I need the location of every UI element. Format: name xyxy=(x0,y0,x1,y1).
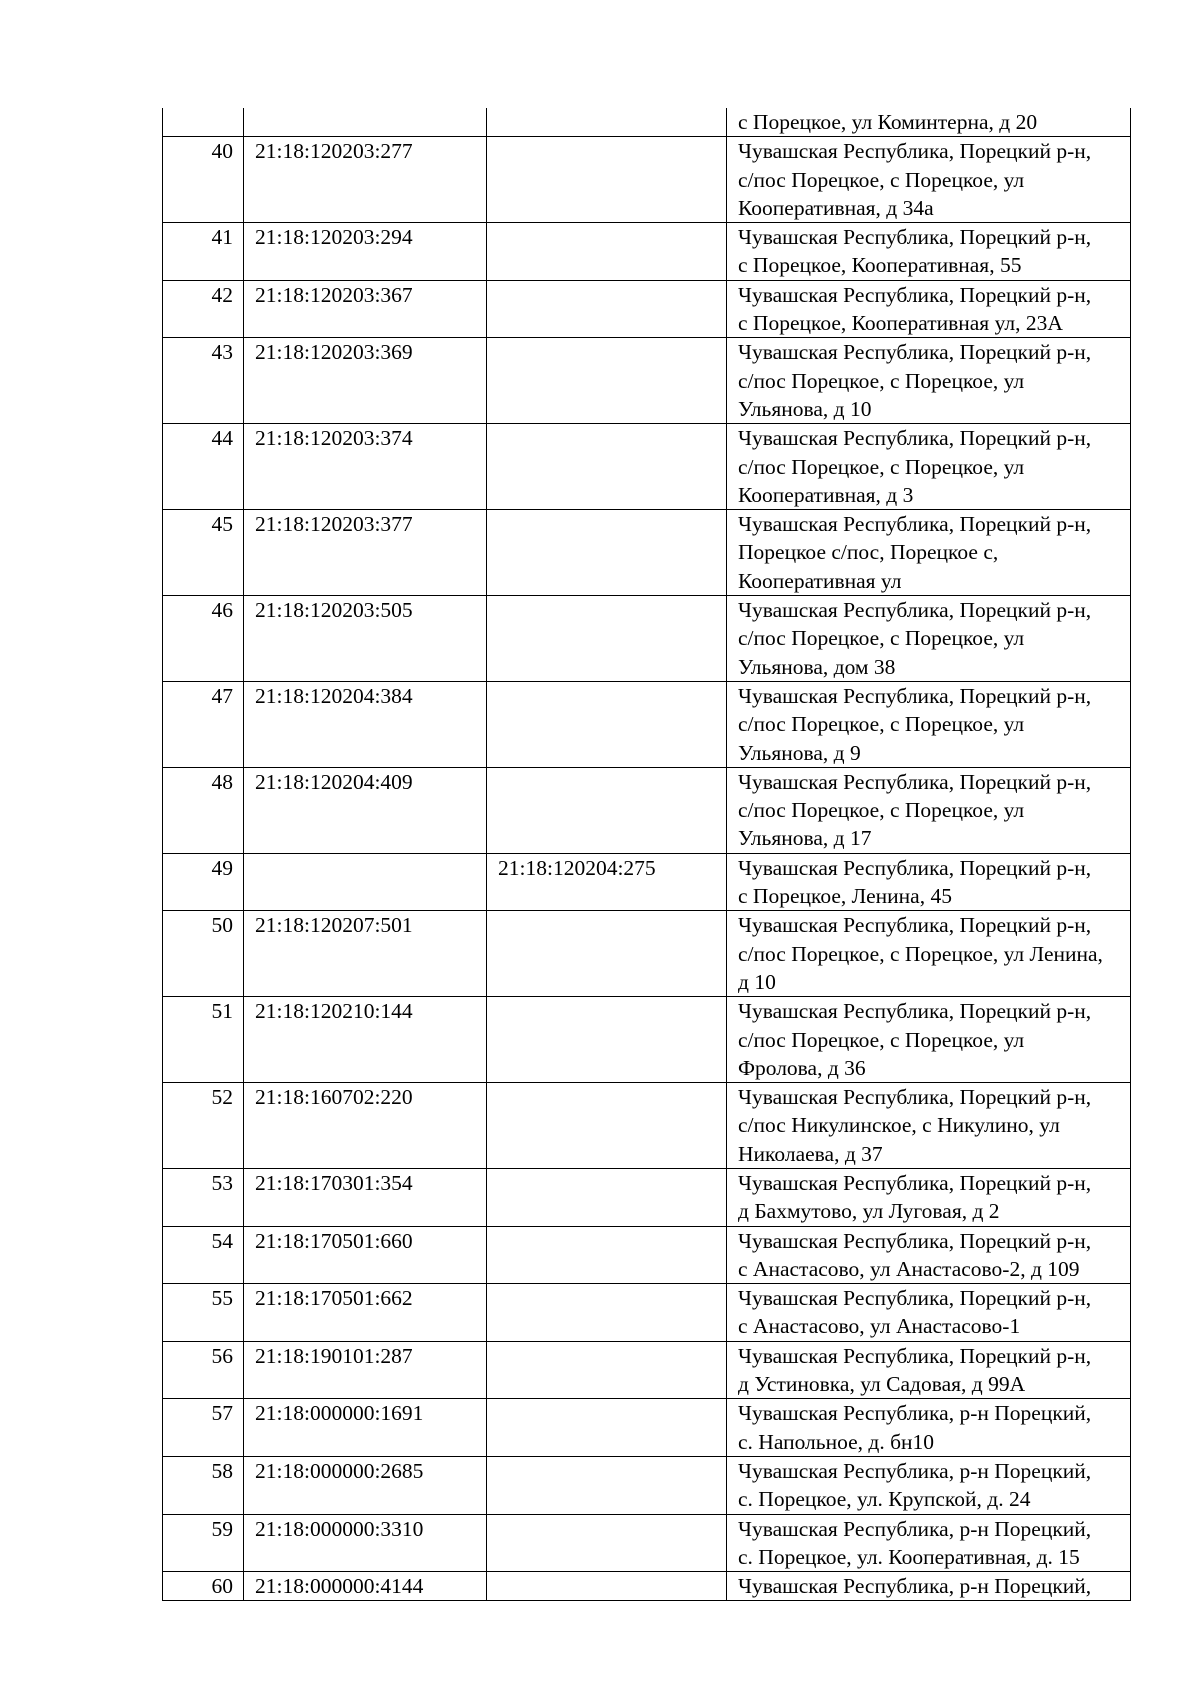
address-line: д Устиновка, ул Садовая, д 99А xyxy=(738,1372,1026,1397)
related-cadastral-number-cell xyxy=(487,1341,727,1399)
address-line: Чувашская Республика, Порецкий р-н, xyxy=(738,913,1092,938)
address-cell xyxy=(727,510,1131,596)
address-cell xyxy=(727,1514,1131,1572)
address-cell xyxy=(727,596,1131,682)
row-number-cell: 45 xyxy=(163,510,244,596)
address-line: с/пос Порецкое, с Порецкое, ул xyxy=(738,1027,1025,1052)
related-cadastral-number-cell xyxy=(487,1572,727,1601)
related-cadastral-number-cell xyxy=(487,1399,727,1457)
table-row xyxy=(163,424,1131,510)
cadastral-number-cell: 21:18:000000:4144 xyxy=(244,1572,487,1601)
address-line: Ульянова, д 10 xyxy=(738,396,872,421)
address-line: с Порецкое, ул Коминтерна, д 20 xyxy=(738,110,1038,134)
table-row xyxy=(163,1514,1131,1572)
related-cadastral-number-cell xyxy=(487,681,727,767)
address-line: с/пос Никулинское, с Никулино, ул xyxy=(738,1113,1060,1138)
table-row xyxy=(163,1083,1131,1169)
address-cell xyxy=(727,1341,1131,1399)
registry-table-body xyxy=(163,108,1131,1601)
table-row xyxy=(163,767,1131,853)
cadastral-number-cell: 21:18:170501:662 xyxy=(244,1284,487,1342)
address-line: Ульянова, д 9 xyxy=(738,740,861,765)
row-number-cell: 60 xyxy=(163,1572,244,1601)
row-number-cell: 57 xyxy=(163,1399,244,1457)
address-line: с Порецкое, Кооперативная ул, 23А xyxy=(738,311,1063,336)
row-number-cell: 47 xyxy=(163,681,244,767)
address-line: д 10 xyxy=(738,969,776,994)
address-line: Чувашская Республика, Порецкий р-н, xyxy=(738,999,1092,1024)
row-number-cell: 56 xyxy=(163,1341,244,1399)
related-cadastral-number-cell xyxy=(487,223,727,281)
address-cell xyxy=(727,1168,1131,1226)
row-number-cell: 48 xyxy=(163,767,244,853)
address-cell xyxy=(727,1399,1131,1457)
address-line: с/пос Порецкое, с Порецкое, ул xyxy=(738,798,1025,823)
table-row xyxy=(163,911,1131,997)
row-number-cell: 59 xyxy=(163,1514,244,1572)
address-cell xyxy=(727,1083,1131,1169)
cadastral-number-cell xyxy=(244,853,487,911)
address-line: Ульянова, дом 38 xyxy=(738,654,896,679)
table-row xyxy=(163,338,1131,424)
cadastral-number-cell: 21:18:120203:505 xyxy=(244,596,487,682)
cadastral-number-cell: 21:18:120207:501 xyxy=(244,911,487,997)
table-row xyxy=(163,1572,1131,1601)
cadastral-number-cell: 21:18:120203:369 xyxy=(244,338,487,424)
table-row xyxy=(163,1226,1131,1284)
address-line: с. Порецкое, ул. Кооперативная, д. 15 xyxy=(738,1544,1080,1569)
table-row xyxy=(163,1399,1131,1457)
related-cadastral-number-cell xyxy=(487,338,727,424)
table-row xyxy=(163,681,1131,767)
table-row xyxy=(163,510,1131,596)
cadastral-number-cell: 21:18:120203:374 xyxy=(244,424,487,510)
table-row xyxy=(163,1456,1131,1514)
related-cadastral-number-cell xyxy=(487,424,727,510)
address-line: Чувашская Республика, Порецкий р-н, xyxy=(738,598,1092,623)
address-line: Чувашская Республика, Порецкий р-н, xyxy=(738,139,1092,164)
address-line: Николаева, д 37 xyxy=(738,1141,883,1166)
address-line: Чувашская Республика, р-н Порецкий, xyxy=(738,1574,1092,1599)
row-number-cell: 42 xyxy=(163,280,244,338)
address-line: Чувашская Республика, р-н Порецкий, xyxy=(738,1516,1092,1541)
table-row xyxy=(163,137,1131,223)
row-number-cell: 41 xyxy=(163,223,244,281)
cadastral-number-cell: 21:18:000000:2685 xyxy=(244,1456,487,1514)
row-number-cell: 52 xyxy=(163,1083,244,1169)
address-line: Чувашская Республика, Порецкий р-н, xyxy=(738,225,1092,250)
cadastral-number-cell: 21:18:000000:3310 xyxy=(244,1514,487,1572)
address-cell xyxy=(727,997,1131,1083)
address-line: Чувашская Республика, Порецкий р-н, xyxy=(738,1170,1092,1195)
related-cadastral-number-cell xyxy=(487,1514,727,1572)
related-cadastral-number-cell xyxy=(487,596,727,682)
cadastral-number-cell: 21:18:120210:144 xyxy=(244,997,487,1083)
address-cell xyxy=(727,1456,1131,1514)
table-row xyxy=(163,853,1131,911)
address-line: Чувашская Республика, Порецкий р-н, xyxy=(738,1343,1092,1368)
address-line: Чувашская Республика, Порецкий р-н, xyxy=(738,1085,1092,1110)
cadastral-number-cell: 21:18:120204:409 xyxy=(244,767,487,853)
row-number-cell: 44 xyxy=(163,424,244,510)
table-row xyxy=(163,596,1131,682)
related-cadastral-number-cell xyxy=(487,911,727,997)
address-line: с. Напольное, д. бн10 xyxy=(738,1429,935,1454)
table-row xyxy=(163,223,1131,281)
address-line: Чувашская Республика, Порецкий р-н, xyxy=(738,855,1092,880)
address-line: Чувашская Республика, Порецкий р-н, xyxy=(738,683,1092,708)
row-number-cell: 54 xyxy=(163,1226,244,1284)
address-cell xyxy=(727,681,1131,767)
address-cell xyxy=(727,108,1131,137)
address-line: с/пос Порецкое, с Порецкое, ул xyxy=(738,368,1025,393)
table-row xyxy=(163,1341,1131,1399)
row-number-cell: 58 xyxy=(163,1456,244,1514)
table-row xyxy=(163,108,1131,137)
row-number-cell: 46 xyxy=(163,596,244,682)
address-line: Чувашская Республика, Порецкий р-н, xyxy=(738,282,1092,307)
address-line: Чувашская Республика, Порецкий р-н, xyxy=(738,1286,1092,1311)
related-cadastral-number-cell xyxy=(487,767,727,853)
cadastral-number-cell: 21:18:160702:220 xyxy=(244,1083,487,1169)
related-cadastral-number-cell xyxy=(487,108,727,137)
address-line: с Анастасово, ул Анастасово-2, д 109 xyxy=(738,1256,1080,1281)
address-line: с Анастасово, ул Анастасово-1 xyxy=(738,1314,1021,1339)
table-row xyxy=(163,1284,1131,1342)
row-number-cell: 40 xyxy=(163,137,244,223)
address-line: Кооперативная, д 3 xyxy=(738,482,914,507)
row-number-cell: 43 xyxy=(163,338,244,424)
address-line: Ульянова, д 17 xyxy=(738,826,872,851)
address-cell xyxy=(727,853,1131,911)
related-cadastral-number-cell xyxy=(487,280,727,338)
address-line: с Порецкое, Ленина, 45 xyxy=(738,884,952,909)
address-cell xyxy=(727,280,1131,338)
address-cell xyxy=(727,424,1131,510)
row-number-cell: 53 xyxy=(163,1168,244,1226)
cadastral-number-cell: 21:18:120204:384 xyxy=(244,681,487,767)
cadastral-number-cell: 21:18:120203:367 xyxy=(244,280,487,338)
related-cadastral-number-cell xyxy=(487,1226,727,1284)
cadastral-number-cell xyxy=(244,108,487,137)
address-line: Чувашская Республика, р-н Порецкий, xyxy=(738,1458,1092,1483)
table-row xyxy=(163,280,1131,338)
address-line: Чувашская Республика, Порецкий р-н, xyxy=(738,769,1092,794)
related-cadastral-number-cell xyxy=(487,1168,727,1226)
related-cadastral-number-cell xyxy=(487,1456,727,1514)
table-row xyxy=(163,1168,1131,1226)
address-cell xyxy=(727,767,1131,853)
row-number-cell: 55 xyxy=(163,1284,244,1342)
address-cell xyxy=(727,911,1131,997)
address-line: Фролова, д 36 xyxy=(738,1055,866,1080)
address-line: с/пос Порецкое, с Порецкое, ул xyxy=(738,626,1025,651)
address-line: с/пос Порецкое, с Порецкое, ул xyxy=(738,454,1025,479)
address-line: с. Порецкое, ул. Крупской, д. 24 xyxy=(738,1487,1031,1512)
address-cell xyxy=(727,1226,1131,1284)
cadastral-number-cell: 21:18:120203:277 xyxy=(244,137,487,223)
address-line: Чувашская Республика, р-н Порецкий, xyxy=(738,1401,1092,1426)
cadastral-number-cell: 21:18:000000:1691 xyxy=(244,1399,487,1457)
address-line: Чувашская Республика, Порецкий р-н, xyxy=(738,1228,1092,1253)
related-cadastral-number-cell xyxy=(487,997,727,1083)
address-cell xyxy=(727,137,1131,223)
row-number-cell: 49 xyxy=(163,853,244,911)
row-number-cell xyxy=(163,108,244,137)
address-cell xyxy=(727,338,1131,424)
address-line: Кооперативная ул xyxy=(738,568,902,593)
address-line: с/пос Порецкое, с Порецкое, ул Ленина, xyxy=(738,941,1103,966)
cadastral-number-cell: 21:18:120203:377 xyxy=(244,510,487,596)
table-row xyxy=(163,997,1131,1083)
address-line: Кооперативная, д 34а xyxy=(738,195,934,220)
address-cell xyxy=(727,1284,1131,1342)
cadastral-number-cell: 21:18:190101:287 xyxy=(244,1341,487,1399)
property-registry-table xyxy=(162,108,1131,1601)
address-line: с/пос Порецкое, с Порецкое, ул xyxy=(738,167,1025,192)
related-cadastral-number-cell xyxy=(487,510,727,596)
address-line: с/пос Порецкое, с Порецкое, ул xyxy=(738,712,1025,737)
related-cadastral-number-cell xyxy=(487,1083,727,1169)
address-line: с Порецкое, Кооперативная, 55 xyxy=(738,253,1022,278)
address-line: д Бахмутово, ул Луговая, д 2 xyxy=(738,1199,1000,1224)
cadastral-number-cell: 21:18:120203:294 xyxy=(244,223,487,281)
row-number-cell: 50 xyxy=(163,911,244,997)
related-cadastral-number-cell: 21:18:120204:275 xyxy=(487,853,727,911)
cadastral-number-cell: 21:18:170501:660 xyxy=(244,1226,487,1284)
row-number-cell: 51 xyxy=(163,997,244,1083)
related-cadastral-number-cell xyxy=(487,137,727,223)
address-line: Порецкое с/пос, Порецкое с, xyxy=(738,540,999,565)
related-cadastral-number-cell xyxy=(487,1284,727,1342)
cadastral-number-cell: 21:18:170301:354 xyxy=(244,1168,487,1226)
address-cell xyxy=(727,1572,1131,1601)
address-line: Чувашская Республика, Порецкий р-н, xyxy=(738,426,1092,451)
address-line: Чувашская Республика, Порецкий р-н, xyxy=(738,340,1092,365)
address-cell xyxy=(727,223,1131,281)
address-line: Чувашская Республика, Порецкий р-н, xyxy=(738,512,1092,537)
